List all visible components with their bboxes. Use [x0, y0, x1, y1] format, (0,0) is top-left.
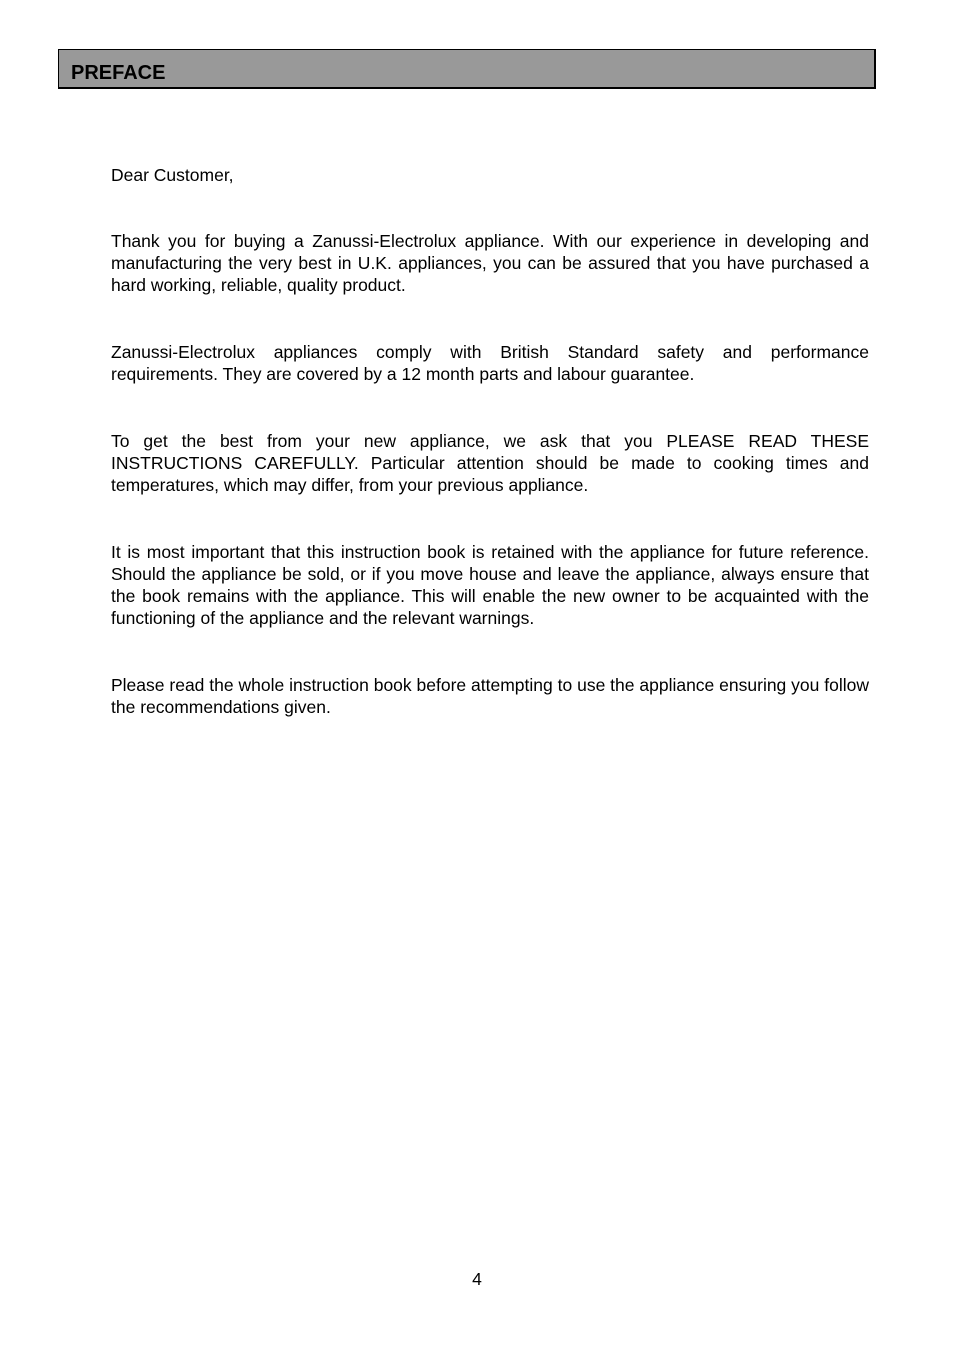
section-header-bar: [58, 49, 876, 89]
paragraph-standards: Zanussi-Electrolux appliances comply with British Standard safety and performance requirements. They are covered by a 12 month parts and labour guarantee.: [111, 342, 869, 384]
salutation: Dear Customer,: [111, 165, 234, 185]
paragraph-retain-book: It is most important that this instruction book is retained with the appliance for future reference. Should the appliance be sold, or if you move house and leave the appliance, always ensure that the book remains with the appliance. This will enable the new owner to be acquainted with the functioning of the appliance and the relevant warnings.: [111, 542, 869, 628]
page-number: 4: [472, 1269, 482, 1289]
preface-body: [111, 164, 869, 763]
section-title: PREFACE: [71, 62, 166, 84]
paragraph-thanks: Thank you for buying a Zanussi-Electrolux appliance. With our experience in developing and manufacturing the very best in U.K. appliances, you can be assured that you have purchased a hard working, reliable, quality product.: [111, 231, 869, 295]
paragraph-read-whole-book: Please read the whole instruction book before attempting to use the appliance ensuring you follow the recommendations given.: [111, 675, 869, 717]
paragraph-read-instructions: To get the best from your new appliance, we ask that you PLEASE READ THESE INSTRUCTIONS CAREFULLY. Particular attention should be made to cooking times and temperatures, which may differ, from your previous appliance.: [111, 431, 869, 495]
